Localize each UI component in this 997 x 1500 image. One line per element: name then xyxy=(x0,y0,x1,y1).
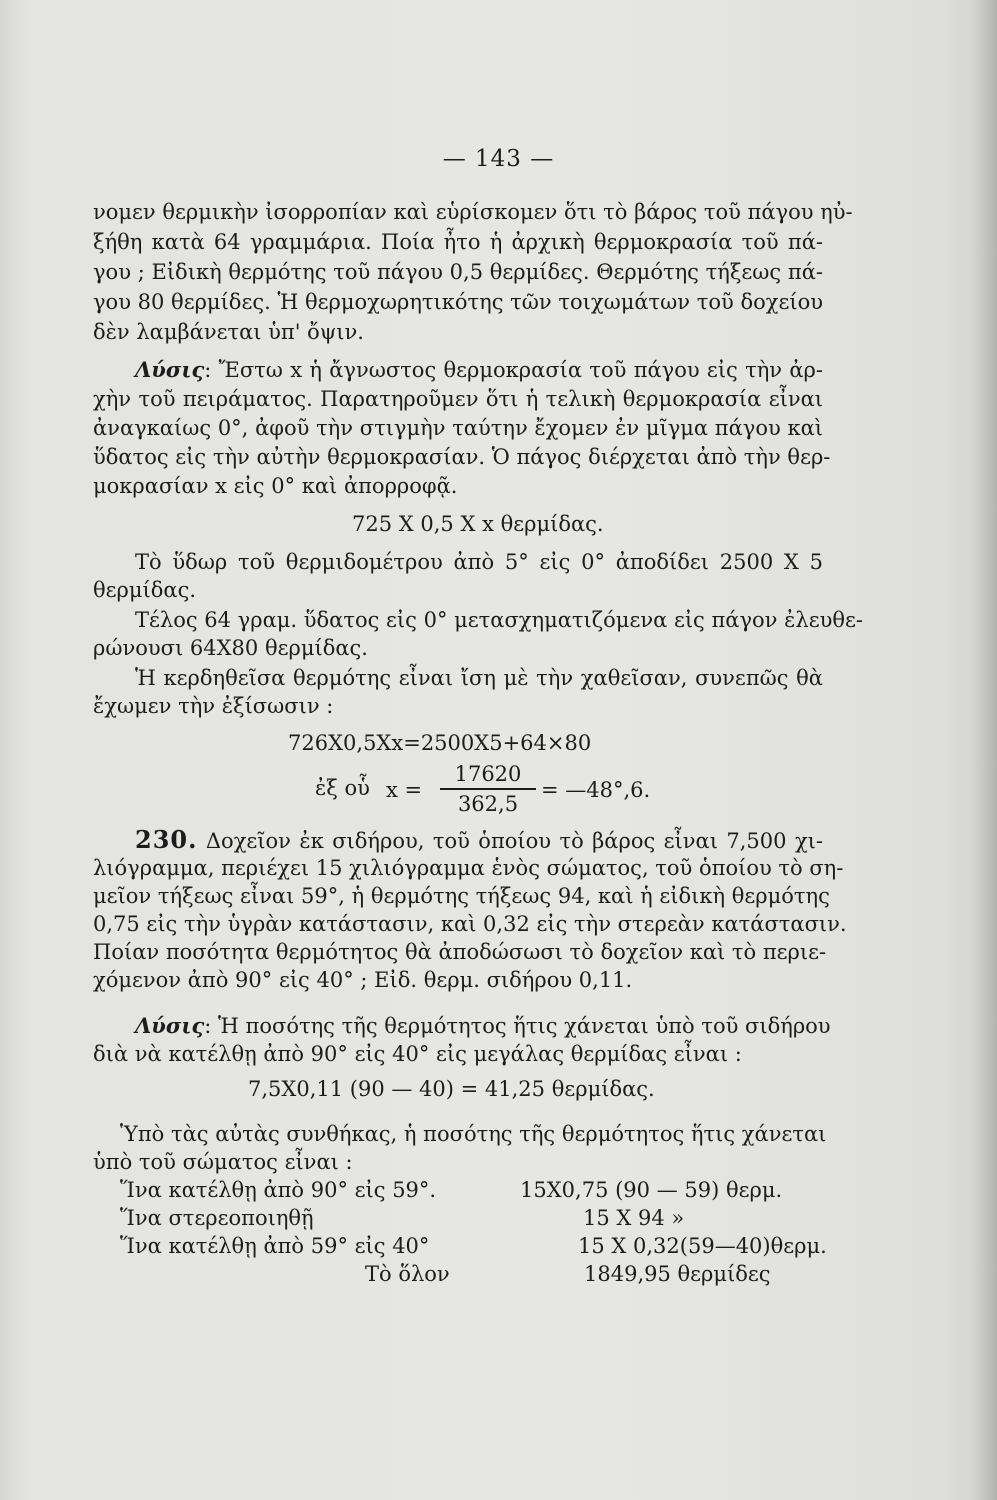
text-line: δὲν λαμβάνεται ὑπ' ὄψιν. xyxy=(93,320,364,344)
solution-paragraph xyxy=(135,1012,831,1040)
text-line: γου 80 θερμίδες. Ἡ θερμοχωρητικότης τῶν τοιχωμάτων τοῦ δοχείου xyxy=(93,290,823,314)
text-line: ρώνουσι 64X80 θερμίδας. xyxy=(93,636,368,660)
text-line: Δοχεῖον ἐκ σιδήρου, τοῦ ὁποίου τὸ βάρος εἶναι 7,500 χι- xyxy=(205,829,823,853)
problem-number: 230. xyxy=(135,825,198,854)
equation-lhs: x = xyxy=(386,778,423,802)
page-spine-shadow xyxy=(971,0,997,1500)
table-value: 15 X 0,32(59—40)θερμ. xyxy=(578,1234,827,1258)
table-label: Ἵνα κατέλθῃ ἀπὸ 59° εἰς 40° xyxy=(120,1234,430,1258)
text-line: μοκρασίαν x εἰς 0° καὶ ἀπορροφᾷ. xyxy=(93,474,458,498)
equation-prefix: ἐξ οὗ xyxy=(315,776,370,800)
equation: 7,5X0,11 (90 — 40) = 41,25 θερμίδας. xyxy=(248,1077,655,1101)
text-line: ἔχωμεν τὴν ἐξίσωσιν : xyxy=(93,694,334,718)
table-total-label: Τὸ ὅλον xyxy=(365,1262,450,1286)
text-line: ἀναγκαίως 0°, ἀφοῦ τὴν στιγμὴν ταύτην ἔχομεν ἐν μῖγμα πάγου καὶ xyxy=(93,416,823,440)
solution-paragraph xyxy=(135,356,823,384)
text-line: 0,75 εἰς τὴν ὑγρὰν κατάστασιν, καὶ 0,32 εἰς τὴν στερεὰν κατάστασιν. xyxy=(93,912,847,936)
text-line: χόμενον ἀπὸ 90° εἰς 40° ; Εἰδ. θερμ. σιδήρου 0,11. xyxy=(93,968,633,992)
text-line: γου ; Εἰδικὴ θερμότης τοῦ πάγου 0,5 θερμίδες. Θερμότης τήξεως πά- xyxy=(93,260,823,284)
text-line: νομεν θερμικὴν ἰσορροπίαν καὶ εὑρίσκομεν ὅτι τὸ βάρος τοῦ πάγου ηὐ- xyxy=(93,200,853,224)
text-line: ξήθη κατὰ 64 γραμμάρια. Ποία ἦτο ἡ ἀρχικὴ θερμοκρασία τοῦ πά- xyxy=(93,230,823,254)
text-line: Ποίαν ποσότητα θερμότητος θὰ ἀποδώσωσι τὸ δοχεῖον καὶ τὸ περιε- xyxy=(93,940,827,964)
solution-label: Λύσις xyxy=(135,1013,205,1038)
page-number: — 143 — xyxy=(442,146,555,172)
fraction xyxy=(440,762,536,816)
fraction-numerator: 17620 xyxy=(454,762,522,786)
problem-paragraph xyxy=(135,826,823,855)
text-line: : Ἡ ποσότης τῆς θερμότητος ἥτις χάνεται ὑπὸ τοῦ σιδήρου xyxy=(204,1014,831,1038)
text-line: ὑπὸ τοῦ σώματος εἶναι : xyxy=(93,1150,353,1174)
text-line: διὰ νὰ κατέλθῃ ἀπὸ 90° εἰς 40° εἰς μεγάλας θερμίδας εἶναι : xyxy=(93,1042,742,1066)
table-value: 15X0,75 (90 — 59) θερμ. xyxy=(520,1178,783,1202)
solution-label: Λύσις xyxy=(135,357,205,382)
equation-result: = —48°,6. xyxy=(541,778,651,802)
fraction-denominator: 362,5 xyxy=(457,792,519,816)
text-line: χὴν τοῦ πειράματος. Παρατηροῦμεν ὅτι ἡ τελικὴ θερμοκρασία εἶναι xyxy=(93,387,823,411)
text-line: Ἡ κερδηθεῖσα θερμότης εἶναι ἴση μὲ τὴν χαθεῖσαν, συνεπῶς θὰ xyxy=(135,666,823,690)
table-label: Ἵνα κατέλθῃ ἀπὸ 90° εἰς 59°. xyxy=(120,1178,437,1202)
table-total-value: 1849,95 θερμίδες xyxy=(584,1262,771,1286)
equation: 726X0,5Xx=2500X5+64×80 xyxy=(288,731,592,755)
text-line: : Ἔστω x ἡ ἄγνωστος θερμοκρασία τοῦ πάγου εἰς τὴν ἀρ- xyxy=(204,358,823,382)
fraction-bar xyxy=(440,788,536,790)
table-label: Ἵνα στερεοποιηθῇ xyxy=(120,1206,314,1230)
text-line: θερμίδας. xyxy=(93,578,197,602)
text-line: Τὸ ὕδωρ τοῦ θερμιδομέτρου ἀπὸ 5° εἰς 0° ἀποδίδει 2500 X 5 xyxy=(135,550,823,574)
text-line: Ὑπὸ τὰς αὐτὰς συνθήκας, ἡ ποσότης τῆς θερμότητος ἥτις χάνεται xyxy=(120,1122,827,1146)
text-line: ὕδατος εἰς τὴν αὐτὴν θερμοκρασίαν. Ὁ πάγος διέρχεται ἀπὸ τὴν θερ- xyxy=(93,445,831,469)
text-line: μεῖον τήξεως εἶναι 59°, ἡ θερμότης τήξεως 94, καὶ ἡ εἰδικὴ θερμότης xyxy=(93,884,830,908)
table-value: 15 X 94 » xyxy=(583,1206,685,1230)
equation: 725 X 0,5 X x θερμίδας. xyxy=(352,512,604,536)
text-line: Τέλος 64 γραμ. ὕδατος εἰς 0° μετασχηματιζόμενα εἰς πάγον ἐλευθε- xyxy=(135,608,863,632)
text-line: λιόγραμμα, περιέχει 15 χιλιόγραμμα ἑνὸς σώματος, τοῦ ὁποίου τὸ ση- xyxy=(93,856,844,880)
